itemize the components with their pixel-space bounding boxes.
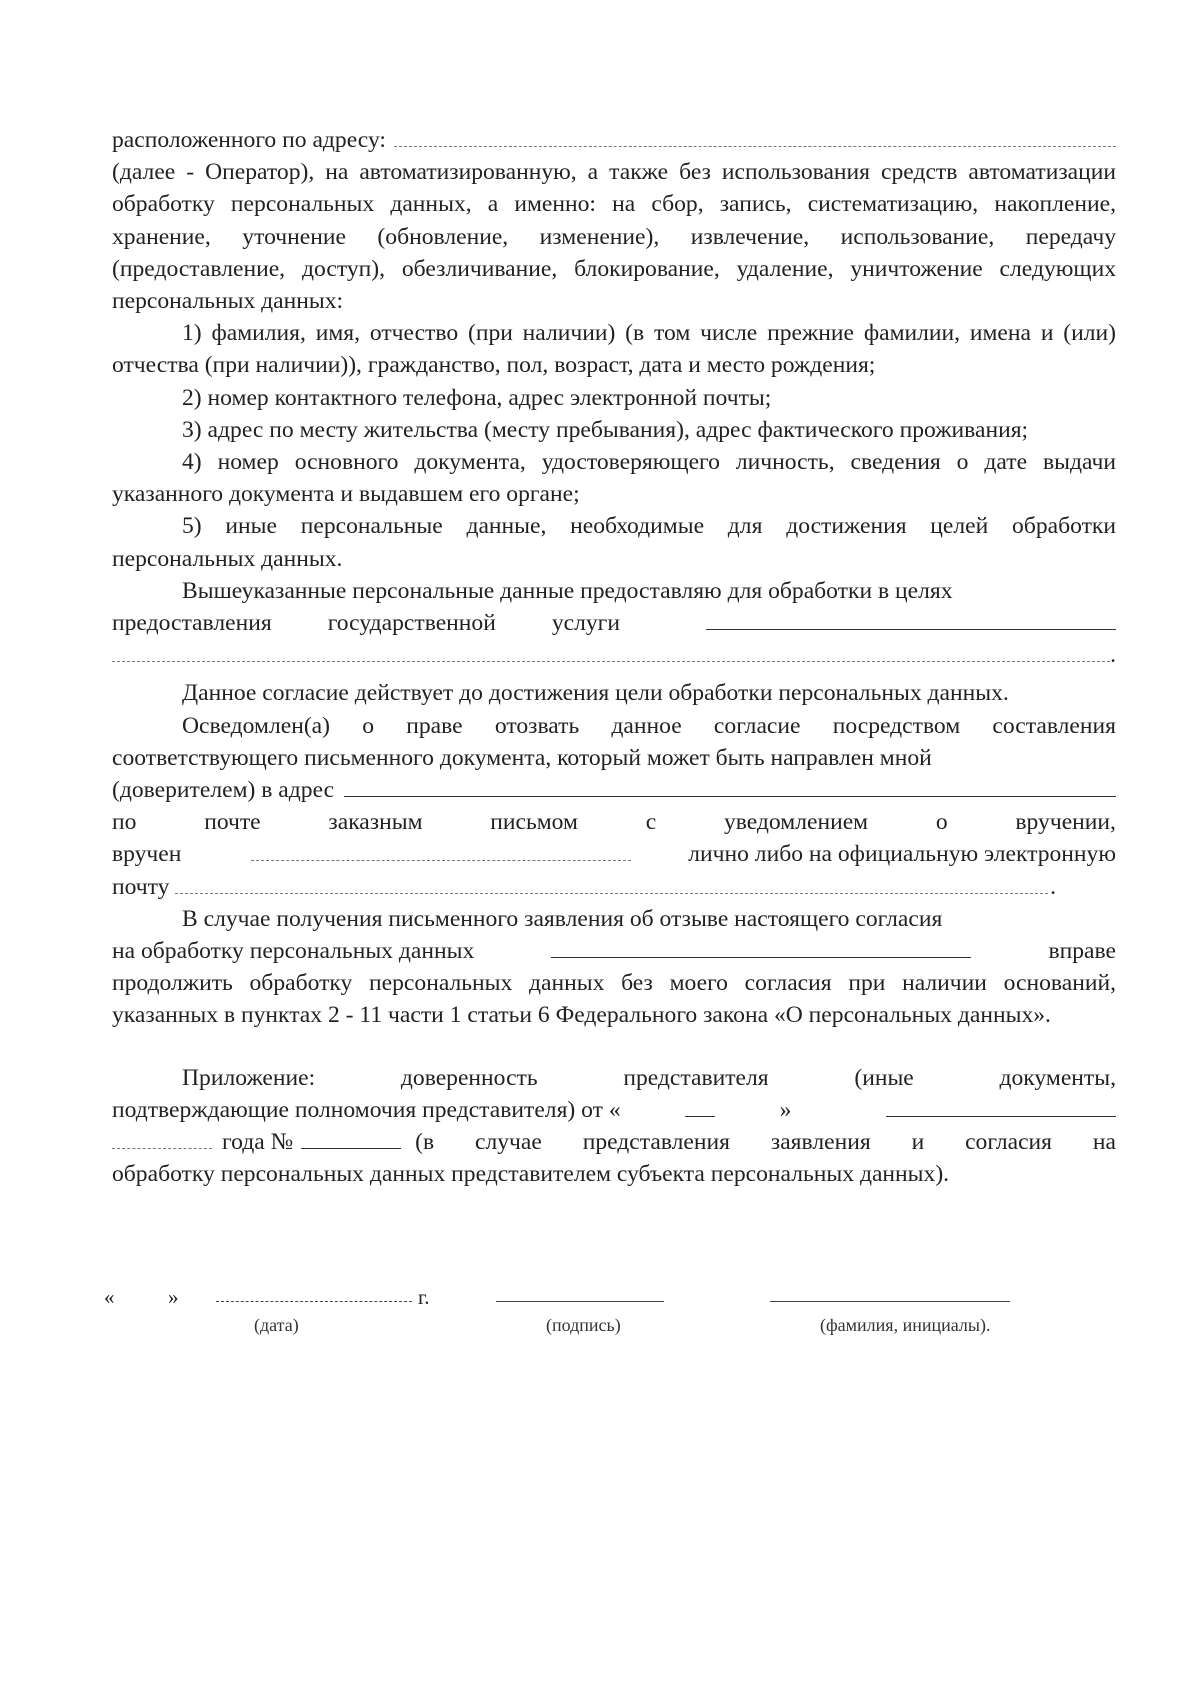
item-2: 2) номер контактного телефона, адрес электронной почты; xyxy=(182,384,772,411)
sig-quote-open: « xyxy=(104,1284,115,1309)
mail-word: вручении, xyxy=(1015,809,1116,836)
sig-sign-line xyxy=(496,1301,664,1302)
annex-word: Приложение: xyxy=(182,1064,316,1091)
sig-name-line xyxy=(770,1301,1010,1302)
item-3: 3) адрес по месту жительства (месту пребывания), адрес фактического проживания; xyxy=(182,416,1029,443)
item-4: 4) номер основного документа, удостоверяющего личность, сведения о дате выдачи указанного документа и выдавшем его органе; xyxy=(112,449,1116,508)
revoke-address-line xyxy=(112,774,1116,806)
email-blank xyxy=(175,871,1048,894)
operator-paragraph: (далее - Оператор), на автоматизированную, а также без использования средств автоматизации обработку персональных данных, а именно: на сбор, запись, систематизацию, накопление, хранение, уточнение (обновление, изменение), извлечение, использование, передачу (предоставление, доступ), обезличивание, блокирование, удаление, уничтожение следующих персональных данных: xyxy=(112,159,1116,315)
withdraw-suffix: вправе xyxy=(1048,938,1116,965)
annex-final: обработку персональных данных представителем субъекта персональных данных). xyxy=(112,1161,950,1188)
item-1: 1) фамилия, имя, отчество (при наличии) (в том числе прежние фамилии, имена и (или) отчества (при наличии)), гражданство, пол, возраст, дата и место рождения; xyxy=(112,320,1116,379)
annex-date-line xyxy=(112,1094,1116,1126)
mail-word: письмом xyxy=(490,809,578,836)
mail-word: с xyxy=(645,809,657,836)
purpose-word: предоставления xyxy=(112,610,272,637)
sig-quote-close: » xyxy=(168,1284,179,1309)
email-end: . xyxy=(1050,873,1056,900)
handed-line xyxy=(112,838,1116,870)
annex-word: документы, xyxy=(999,1064,1116,1091)
withdraw-rest: продолжить обработку персональных данных без моего согласия при наличии оснований, указанных в пунктах 2 - 11 части 1 статьи 6 Федерального закона «О персональных данных». xyxy=(112,970,1116,1029)
annex-line xyxy=(112,1062,1116,1094)
revoke-paragraph: Осведомлен(а) о праве отозвать данное согласие посредством составления соответствующего письменного документа, который может быть направлен мной xyxy=(112,712,1116,771)
mail-word: по xyxy=(112,809,137,836)
mail-line xyxy=(112,806,1116,838)
mail-word: почте xyxy=(204,809,261,836)
annex-day-blank xyxy=(685,1094,715,1117)
service-blank xyxy=(706,607,1116,630)
signature-row xyxy=(104,1281,1116,1341)
annex-from-label: подтверждающие полномочия представителя) от « xyxy=(112,1096,621,1123)
address-line xyxy=(112,124,1116,156)
annex-quote-close: » xyxy=(779,1096,792,1123)
annex-number-line xyxy=(112,1126,1116,1158)
annex-month-blank xyxy=(886,1094,1116,1117)
item-5: 5) иные персональные данные, необходимые для достижения целей обработки персональных данных. xyxy=(112,513,1116,572)
annex-year-blank xyxy=(112,1126,212,1149)
withdraw-label: на обработку персональных данных xyxy=(112,938,475,965)
service-end: . xyxy=(1110,642,1116,669)
mail-word: заказным xyxy=(328,809,423,836)
sig-date-line xyxy=(216,1301,412,1302)
mail-word: уведомлением xyxy=(723,809,869,836)
annex-year-label: года № xyxy=(222,1129,294,1156)
address-label: расположенного по адресу: xyxy=(112,127,386,153)
email-label: почту xyxy=(112,873,170,900)
purpose-line: Вышеуказанные персональные данные предоставляю для обработки в целях xyxy=(182,577,953,604)
annex-word: представителя xyxy=(623,1064,769,1091)
purpose-service-line xyxy=(112,607,1116,639)
purpose-word: государственной xyxy=(327,610,496,637)
validity-paragraph: Данное согласие действует до достижения цели обработки персональных данных. xyxy=(182,680,1009,707)
withdraw-paragraph: В случае получения письменного заявления об отзыве настоящего согласия xyxy=(182,905,943,932)
service-blank-2 xyxy=(112,639,1110,662)
revoke-address-label: (доверителем) в адрес xyxy=(112,777,335,804)
handed-blank xyxy=(251,838,631,861)
sig-date-caption: (дата) xyxy=(254,1314,299,1335)
service-continuation xyxy=(112,639,1116,671)
annex-number-blank xyxy=(301,1126,401,1149)
annex-case-text: (в случае представления заявления и согласия на xyxy=(415,1129,1116,1156)
document-body xyxy=(104,124,1116,1341)
handed-label: вручен xyxy=(112,841,182,868)
withdraw-line xyxy=(112,935,1116,967)
email-line xyxy=(112,871,1116,903)
withdraw-blank xyxy=(551,935,971,958)
annex-word: доверенность xyxy=(400,1064,538,1091)
sig-sign-caption: (подпись) xyxy=(546,1314,621,1335)
mail-word: о xyxy=(935,809,948,836)
handed-suffix: лично либо на официальную электронную xyxy=(688,841,1116,868)
address-blank xyxy=(394,124,1116,147)
sig-name-caption: (фамилия, инициалы). xyxy=(820,1314,991,1335)
sig-year-suffix: г. xyxy=(418,1284,430,1309)
annex-word: (иные xyxy=(854,1064,914,1091)
revoke-address-blank xyxy=(344,774,1116,797)
purpose-word: услуги xyxy=(551,610,620,637)
